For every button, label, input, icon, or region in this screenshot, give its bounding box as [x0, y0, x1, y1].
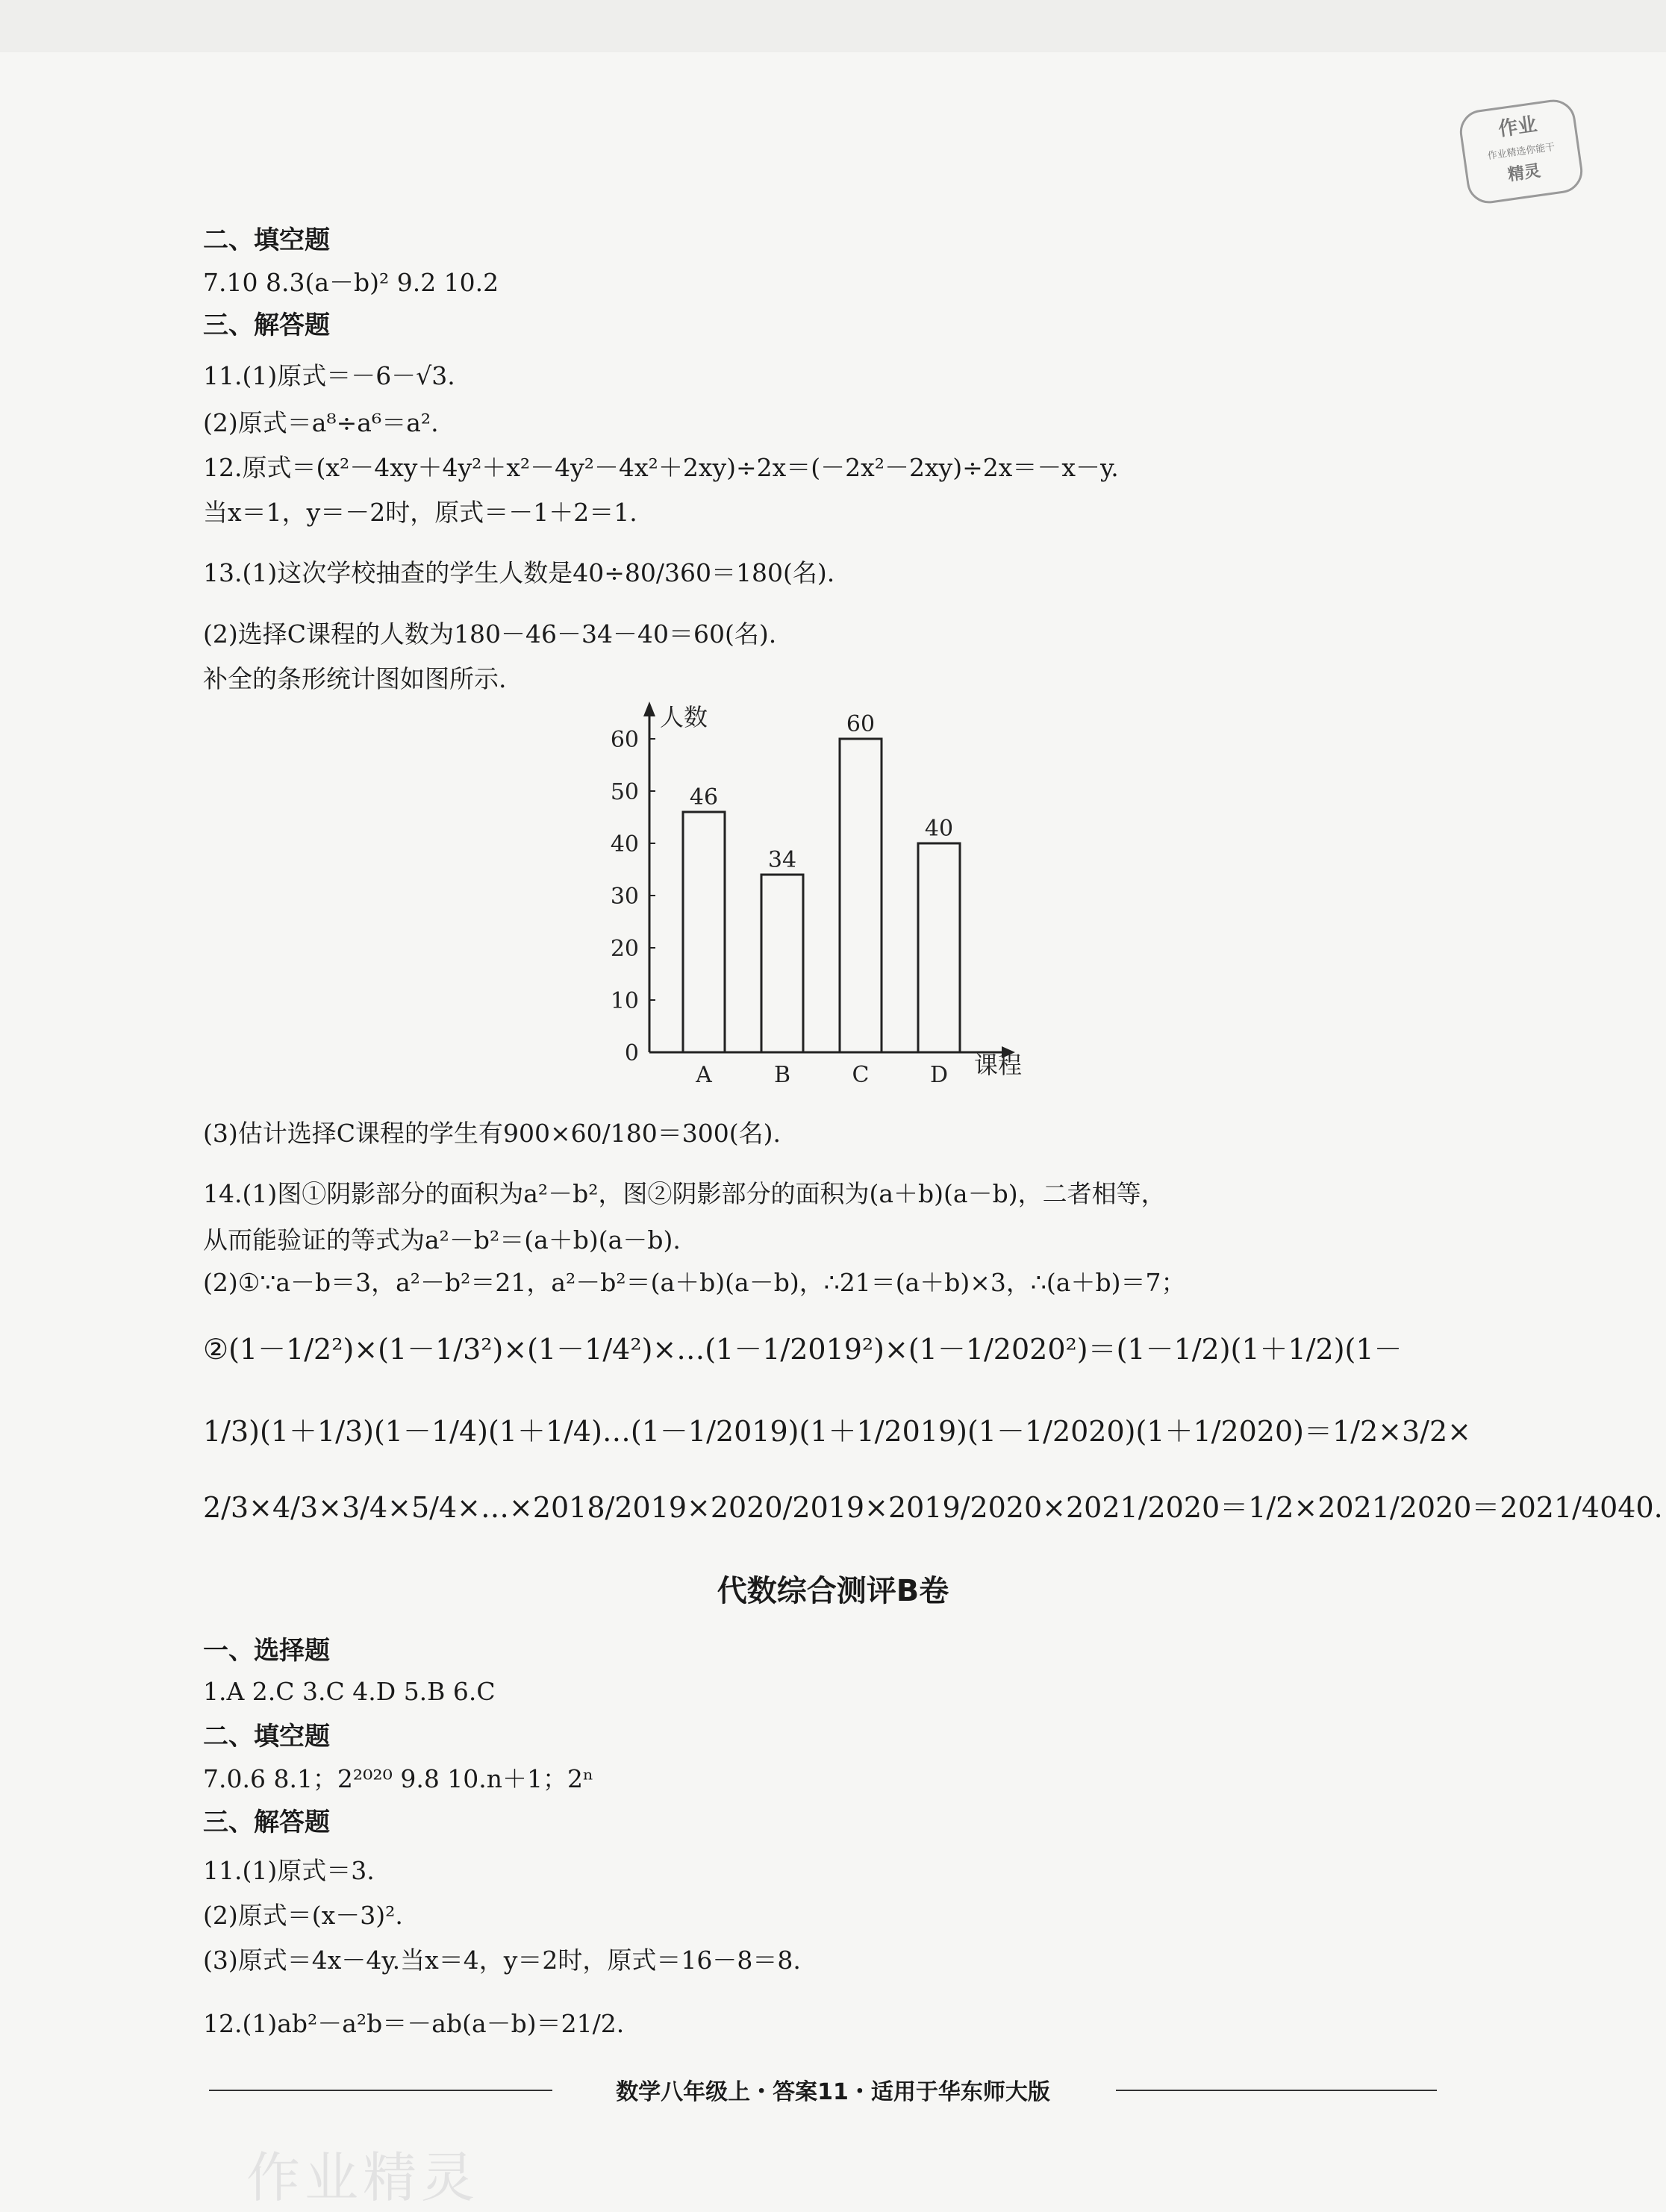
b-q11-part1: 11.(1)原式＝3.: [203, 1856, 375, 1885]
b-choice-answers: 1.A 2.C 3.C 4.D 5.B 6.C: [203, 1677, 496, 1706]
b-section-header-fill: 二、填空题: [203, 1722, 330, 1752]
q13-line2: (2)选择C课程的人数为180－46－34－40＝60(名).: [203, 619, 777, 649]
bar-C: [840, 739, 882, 1052]
stamp-line2: 作业精选你能干: [1486, 141, 1556, 163]
stamp-line1: 作业: [1497, 113, 1539, 141]
y-axis-arrow: [643, 702, 655, 716]
y-tick-label: 60: [610, 727, 639, 753]
bar-chart: [582, 694, 1075, 1090]
y-tick-label: 20: [610, 936, 639, 962]
y-tick-label: 10: [610, 988, 639, 1014]
stamp-line3: 精灵: [1506, 161, 1542, 185]
b-q12-part1: 12.(1)ab²－a²b＝－ab(a－b)＝21/2.: [203, 2009, 625, 2038]
b-q11-part3: (3)原式＝4x－4y.当x＝4，y＝2时，原式＝16－8＝8.: [203, 1946, 801, 1975]
y-axis-title: 人数: [660, 703, 708, 731]
b-section-header-solve: 三、解答题: [203, 1808, 330, 1837]
b-section-header-choice: 一、选择题: [203, 1636, 330, 1666]
bar-value-label: 40: [924, 816, 954, 842]
q11-part1: 11.(1)原式＝－6－√3.: [203, 361, 455, 390]
q14-line1: 14.(1)图①阴影部分的面积为a²－b²，图②阴影部分的面积为(a＋b)(a－b)，二者相等，: [203, 1179, 1166, 1208]
y-tick-label: 30: [610, 884, 639, 910]
q14-line6: 2/3×4/3×3/4×5/4×…×2018/2019×2020/2019×2019/2020×2021/2020＝1/2×2021/2020＝2021/4040.: [203, 1491, 1663, 1524]
y-tick-label: 0: [624, 1040, 639, 1066]
bar-value-label: 46: [689, 784, 719, 810]
fill-answers: 7.10 8.3(a－b)² 9.2 10.2: [203, 268, 499, 297]
bar-D: [918, 843, 960, 1052]
x-axis-title: 课程: [974, 1051, 1023, 1079]
q13-line3: 补全的条形统计图如图所示.: [203, 664, 507, 693]
y-tick-label: 40: [610, 831, 639, 857]
b-fill-answers: 7.0.6 8.1；2²⁰²⁰ 9.8 10.n＋1；2ⁿ: [203, 1764, 594, 1793]
q11-part2: (2)原式＝a⁸÷a⁶＝a².: [203, 408, 439, 437]
category-label: B: [773, 1062, 791, 1088]
bar-B: [761, 875, 803, 1052]
watermark: 作业精灵: [246, 2146, 480, 2209]
q14-line2: 从而能验证的等式为a²－b²＝(a＋b)(a－b).: [203, 1225, 681, 1255]
page-footer: 数学八年级上・答案11・适用于华东师大版: [616, 2079, 1050, 2105]
bar-A: [683, 812, 725, 1052]
q12-line2: 当x＝1，y＝－2时，原式＝－1＋2＝1.: [203, 498, 637, 527]
section-title: 代数综合测评B卷: [717, 1574, 949, 1608]
category-label: C: [852, 1062, 870, 1088]
q13-line1: 13.(1)这次学校抽查的学生人数是40÷80/360＝180(名).: [203, 558, 835, 587]
q13-line4: (3)估计选择C课程的学生有900×60/180＝300(名).: [203, 1119, 781, 1148]
q14-line4: ②(1－1/2²)×(1－1/3²)×(1－1/4²)×…(1－1/2019²)×(1－1/2020²)＝(1－1/2)(1＋1/2)(1－: [203, 1333, 1403, 1366]
bar-value-label: 60: [846, 711, 876, 737]
logo-stamp: [1457, 97, 1585, 206]
bar-value-label: 34: [767, 847, 797, 873]
b-q11-part2: (2)原式＝(x－3)².: [203, 1901, 403, 1930]
q14-line5: 1/3)(1＋1/3)(1－1/4)(1＋1/4)…(1－1/2019)(1＋1/2019)(1－1/2020)(1＋1/2020)＝1/2×3/2×: [203, 1415, 1471, 1448]
category-label: A: [696, 1062, 712, 1088]
q12-line1: 12.原式＝(x²－4xy＋4y²＋x²－4y²－4x²＋2xy)÷2x＝(－2x²－2xy)÷2x＝－x－y.: [203, 453, 1119, 482]
q14-line3: (2)①∵a－b＝3，a²－b²＝21，a²－b²＝(a＋b)(a－b)，∴21＝(a＋b)×3，∴(a＋b)＝7；: [203, 1268, 1186, 1297]
scan-top-band: [0, 0, 1666, 52]
section-header-solve: 三、解答题: [203, 310, 330, 340]
y-tick-label: 50: [610, 779, 639, 805]
section-header-fill: 二、填空题: [203, 225, 330, 255]
category-label: D: [929, 1062, 949, 1088]
